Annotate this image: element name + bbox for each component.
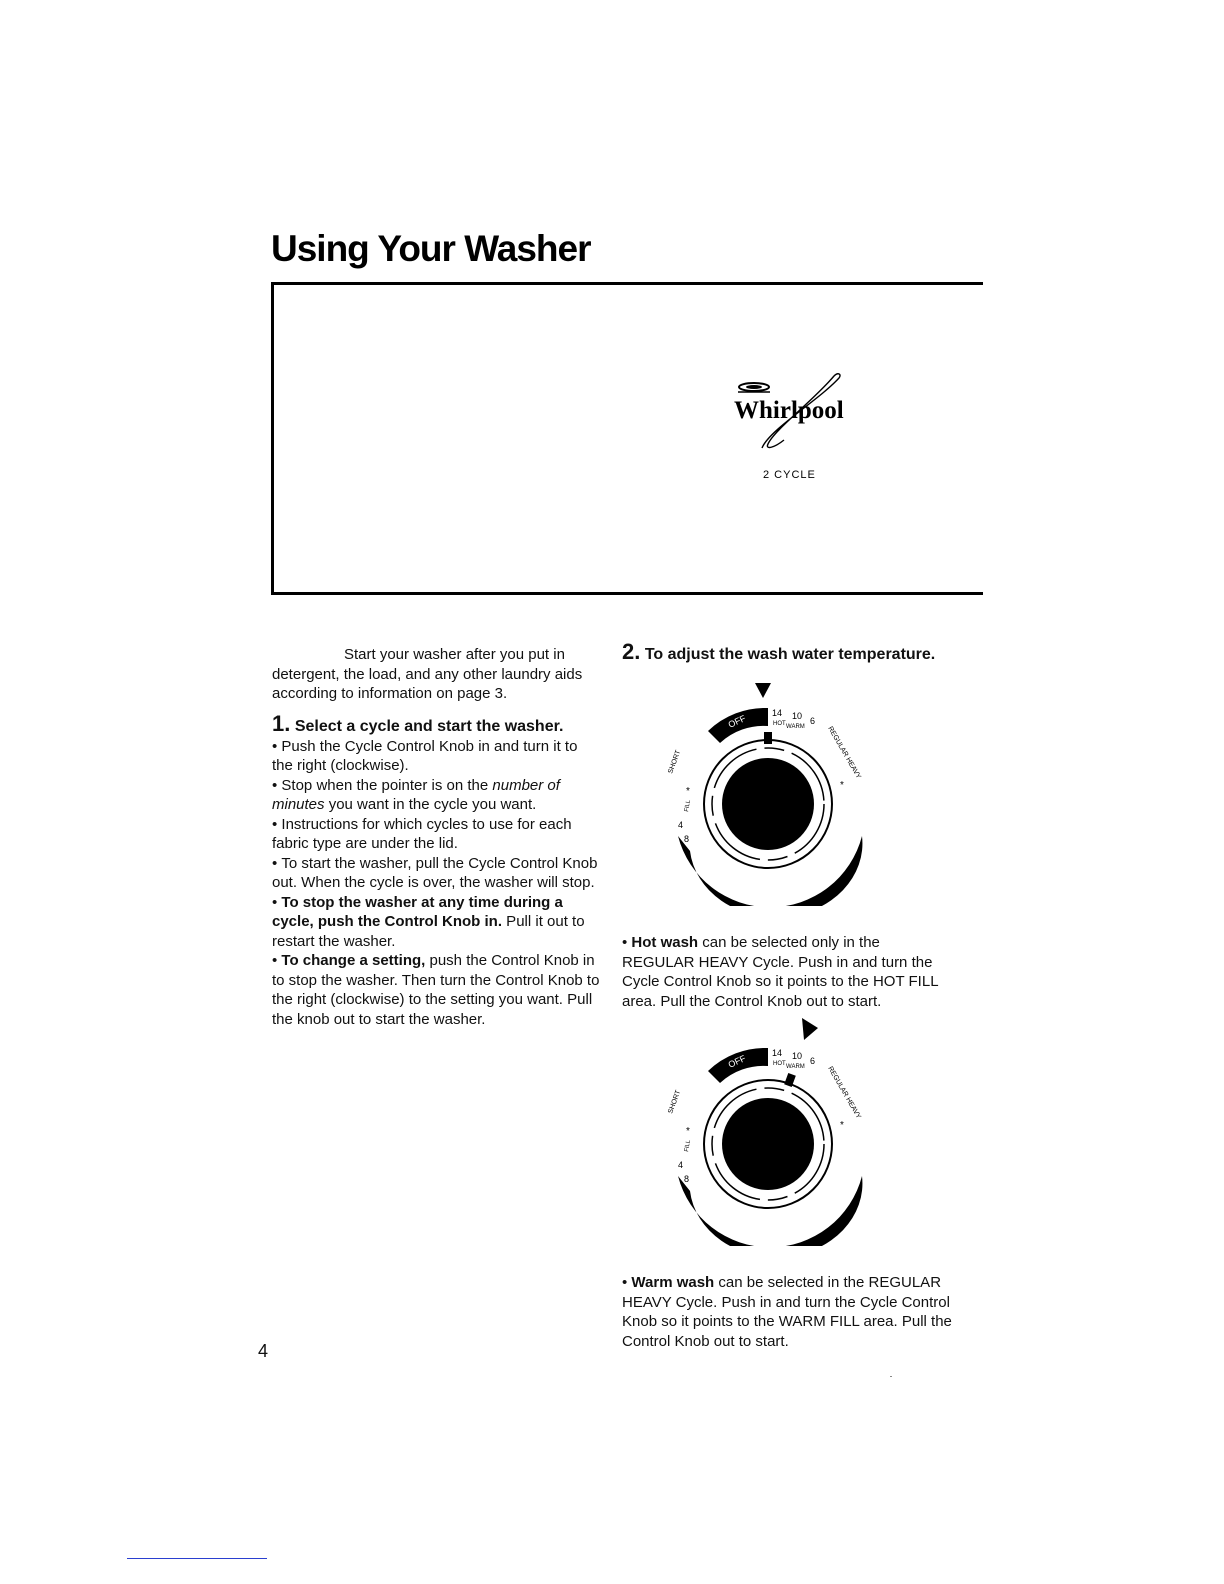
b5-bold: To stop the washer at any time during a cycle, push the Control Knob in. <box>272 893 563 930</box>
page-title: Using Your Washer <box>271 228 591 269</box>
bullet-hot-wash <box>622 933 952 1011</box>
bullet-push-knob: • Push the Cycle Control Knob in and turn it to the right (clockwise). <box>272 737 602 776</box>
b6-rest: push the Control Knob in to stop the washer. Then turn the Control Knob to the right (clockwise) to the setting you want. Pull the knob out to start the washer. <box>272 952 600 1028</box>
tick-4: 4 <box>678 820 684 830</box>
step2-heading-text: To adjust the wash water temperature. <box>644 646 936 663</box>
dial-1-svg <box>650 676 890 906</box>
bullet-instructions-lid: • Instructions for which cycles to use for each fabric type are under the lid. <box>272 815 602 854</box>
short-label: SHORT <box>667 1089 683 1115</box>
regular-heavy-label: REGULAR HEAVY <box>826 725 862 781</box>
b6-bold: To change a setting, <box>281 952 426 969</box>
tick-10: 10 <box>792 1051 803 1061</box>
star-right: * <box>840 780 844 791</box>
b2-pre: Stop when the pointer is on the <box>281 776 493 794</box>
star-right: * <box>840 1120 844 1131</box>
step1-number: 1. <box>272 710 291 736</box>
b2-post: you want in the cycle you want. <box>324 796 537 813</box>
bullet-stop-pointer <box>272 776 602 815</box>
tick-6: 6 <box>810 716 816 726</box>
hot-label: HOT <box>773 721 786 727</box>
bullet-change-setting <box>272 951 602 1029</box>
warm-bold: Warm wash <box>631 1274 715 1291</box>
hot-rest: can be selected only in the REGULAR HEAVY Cycle. Push in and turn the Cycle Control Knob so it points to the HOT FILL area. Pull the Control Knob out to start. <box>622 934 938 1010</box>
regular-heavy-label: REGULAR HEAVY <box>826 1065 862 1121</box>
intro-paragraph: Start your washer after you put in detergent, the load, and any other laundry aids according to information on page 3. <box>272 646 583 702</box>
knob-pointer <box>764 732 772 744</box>
model-label: 2 CYCLE <box>763 469 816 481</box>
step1-heading <box>272 710 602 737</box>
bullet-start-washer: • To start the washer, pull the Cycle Control Knob out. When the cycle is over, the washer will stop. <box>272 854 602 893</box>
control-panel-illustration <box>271 282 983 595</box>
off-label-top: OFF <box>726 1053 748 1070</box>
bullet-stop-washer <box>272 893 602 952</box>
hot-bold: Hot wash <box>631 934 699 951</box>
step1-heading-text: Select a cycle and start the washer. <box>294 717 564 735</box>
bullet-warm-wash <box>622 1273 952 1351</box>
off-label-top: OFF <box>726 713 748 730</box>
tick-14: 14 <box>772 1048 783 1058</box>
step2-heading <box>622 639 952 665</box>
step2-number: 2. <box>622 639 641 664</box>
tick-10: 10 <box>792 711 803 721</box>
star-left: * <box>686 786 690 797</box>
tick-8: 8 <box>684 1174 690 1184</box>
footnote-rule <box>127 1558 267 1559</box>
tick-8: 8 <box>684 834 690 844</box>
control-knob <box>722 758 814 850</box>
hot-label: HOT <box>773 1061 786 1067</box>
tick-4: 4 <box>678 1160 684 1170</box>
dial-2-svg <box>650 1016 890 1246</box>
short-label: SHORT <box>667 749 683 775</box>
scan-speck <box>890 1376 892 1377</box>
fill-label: FILL <box>684 799 693 813</box>
warm-rest: can be selected in the REGULAR HEAVY Cycle. Push in and turn the Cycle Control Knob so it points to the WARM FILL area. Pull the Control Knob out to start. <box>622 1274 952 1350</box>
off-label-bottom: OFF <box>762 1234 782 1245</box>
cycle-dial-hot <box>650 676 890 906</box>
off-label-bottom: OFF <box>762 894 782 905</box>
page-number: 4 <box>258 1341 269 1361</box>
tick-14: 14 <box>772 708 783 718</box>
pointer-arrow-icon <box>802 1018 818 1040</box>
control-knob <box>722 1098 814 1190</box>
cycle-dial-warm <box>650 1016 890 1246</box>
b5-rest: Pull it out to restart the washer. <box>272 913 585 950</box>
brand-logo <box>734 370 864 460</box>
left-column <box>272 645 602 1029</box>
pointer-arrow-icon <box>755 683 771 698</box>
brand-wordmark: Whirlpool <box>734 397 844 424</box>
fill-label: FILL <box>684 1139 693 1153</box>
b2-em: number of minutes <box>272 776 560 813</box>
tick-6: 6 <box>810 1056 816 1066</box>
warm-label: WARM <box>786 724 805 730</box>
star-left: * <box>686 1126 690 1137</box>
warm-label: WARM <box>786 1064 805 1070</box>
